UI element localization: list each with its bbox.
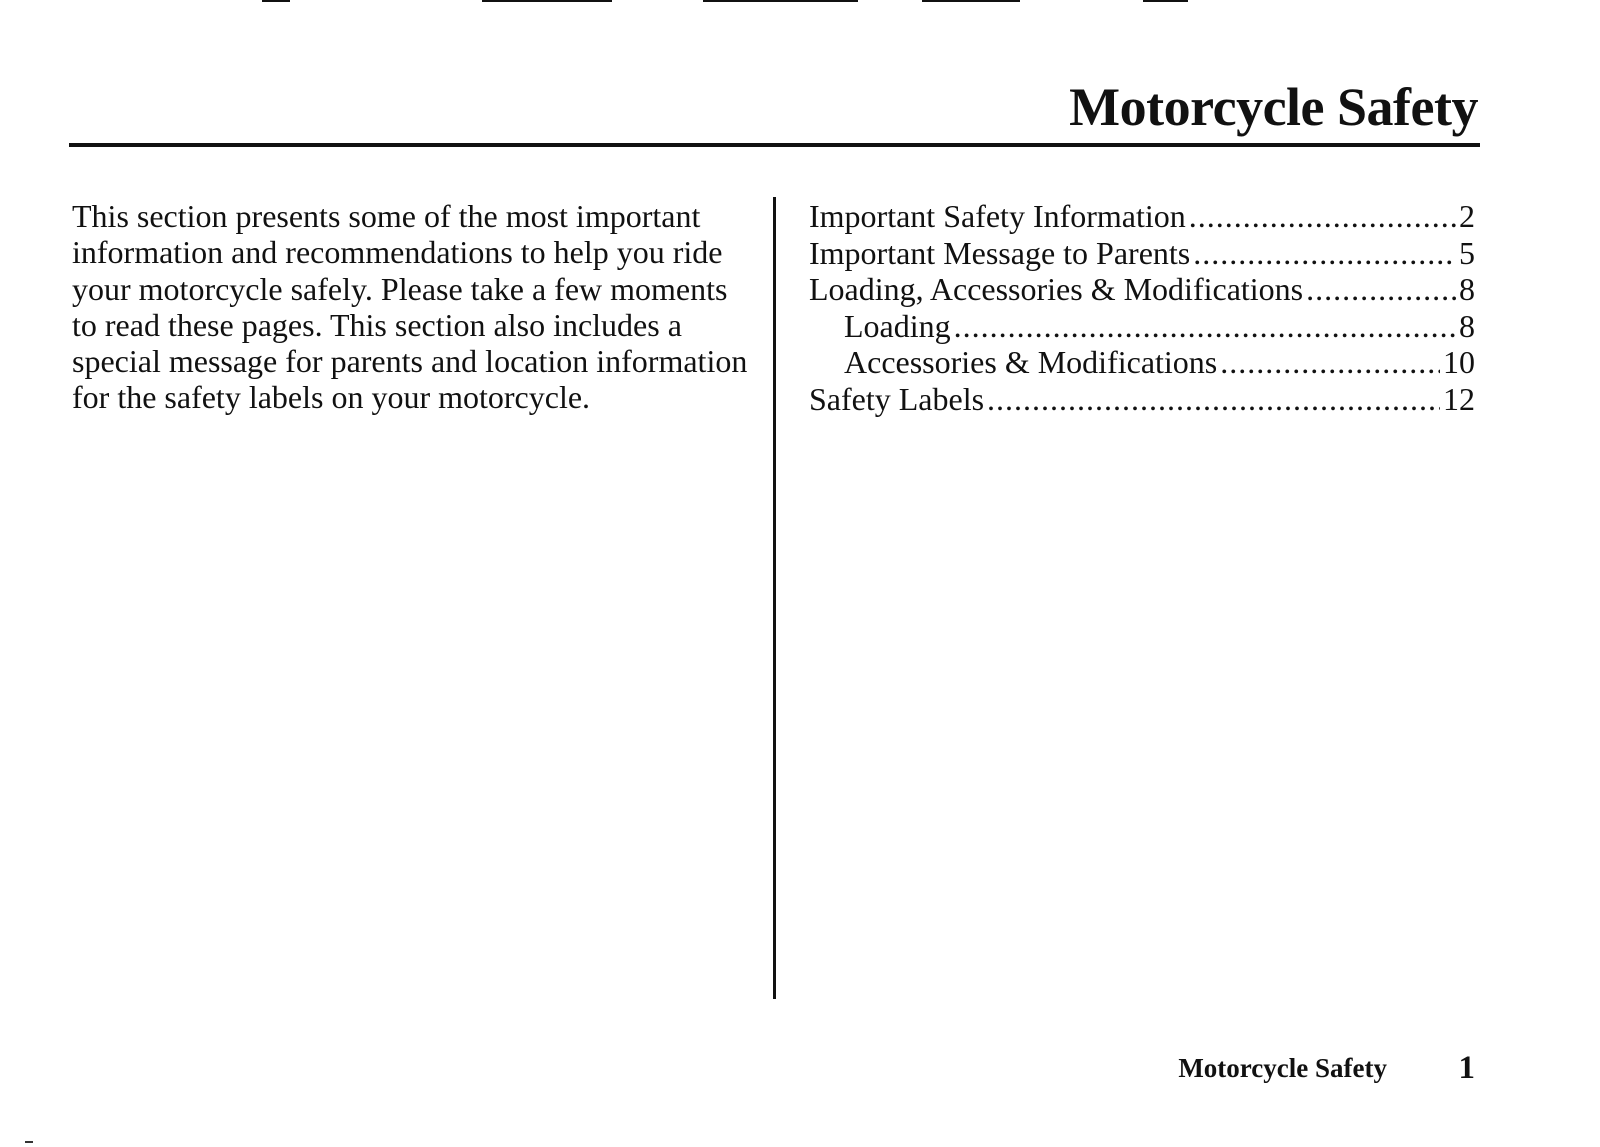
toc-dot-leader xyxy=(1220,344,1440,381)
top-edge-marks xyxy=(0,0,1600,6)
toc-subentry-loading[interactable] xyxy=(809,308,1475,345)
toc-entry-page: 10 xyxy=(1443,344,1475,380)
toc-dot-leader xyxy=(1189,198,1456,235)
toc-entry-label: Safety Labels xyxy=(809,380,985,417)
toc-dot-leader xyxy=(1306,271,1456,308)
page-title: Motorcycle Safety xyxy=(1069,77,1478,137)
top-edge-mark xyxy=(482,0,612,2)
toc-entry-label: Loading xyxy=(844,307,951,344)
toc-entry-important-safety-information[interactable] xyxy=(809,198,1475,235)
toc-entry-safety-labels[interactable] xyxy=(809,381,1475,418)
toc-entry-loading-accessories-modifications[interactable] xyxy=(809,271,1475,308)
table-of-contents xyxy=(809,198,1475,417)
top-edge-mark xyxy=(262,0,290,2)
toc-entry-page: 8 xyxy=(1459,271,1475,307)
corner-crop-mark xyxy=(25,1141,33,1143)
footer-page-number: 1 xyxy=(1458,1050,1475,1086)
toc-entry-page: 2 xyxy=(1459,198,1475,234)
toc-dot-leader xyxy=(1193,235,1456,272)
toc-entry-important-message-to-parents[interactable] xyxy=(809,235,1475,272)
toc-entry-label: Loading, Accessories & Modifications xyxy=(809,271,1304,307)
toc-entry-label: Important Safety Information xyxy=(809,198,1186,234)
footer-section-title: Motorcycle Safety xyxy=(1178,1053,1387,1083)
toc-entry-label: Accessories & Modifications xyxy=(844,344,1218,380)
top-edge-mark xyxy=(922,0,1020,2)
title-rule xyxy=(69,143,1480,147)
top-edge-mark xyxy=(1143,0,1188,2)
toc-entry-page: 8 xyxy=(1459,307,1475,344)
column-divider xyxy=(773,197,776,999)
toc-dot-leader xyxy=(954,308,1456,345)
toc-entry-label: Important Message to Parents xyxy=(809,234,1191,271)
intro-paragraph: This section presents some of the most important information and recommendations to help you ride your motorcycle safely. Please take a few moments to read these pages. This section also includes a special message for parents and location information for the safety labels on your motorcycle. xyxy=(72,198,748,416)
toc-entry-page: 12 xyxy=(1443,380,1475,417)
top-edge-mark xyxy=(703,0,858,2)
toc-entry-page: 5 xyxy=(1459,234,1475,271)
toc-dot-leader xyxy=(987,381,1440,418)
toc-subentry-accessories-modifications[interactable] xyxy=(809,344,1475,381)
